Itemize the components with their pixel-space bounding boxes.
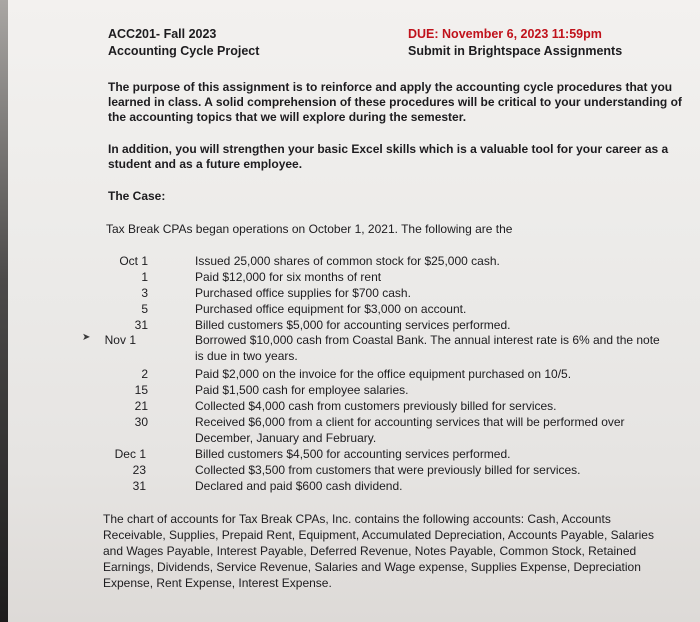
transaction-text: Billed customers $5,000 for accounting services performed. [195,318,511,332]
transaction-text: Purchased office equipment for $3,000 on account. [195,302,467,316]
transaction-text-continued: December, January and February. [195,431,377,445]
project-title: Accounting Cycle Project [108,44,260,58]
arrow-marker-icon: ➤ [82,332,91,343]
due-date: DUE: November 6, 2023 11:59pm [408,27,602,41]
transaction-date: Dec 1 [114,447,146,461]
chart-of-accounts-line-5: Expense, Rent Expense, Interest Expense. [103,576,332,590]
transaction-date: 31 [134,318,148,332]
transaction-text: Declared and paid $600 cash dividend. [195,479,403,493]
transaction-date: 31 [132,479,146,493]
transaction-text: Collected $4,000 cash from customers previously billed for services. [195,399,557,413]
transaction-date: 21 [134,399,148,413]
transaction-date: Nov 1 [104,333,136,347]
chart-of-accounts-line-1: The chart of accounts for Tax Break CPAs, Inc. contains the following accounts: Cash, Accounts [103,512,611,526]
case-intro: Tax Break CPAs began operations on October 1, 2021. The following are the [106,222,513,236]
transaction-text: Paid $1,500 cash for employee salaries. [195,383,409,397]
chart-of-accounts-line-3: and Wages Payable, Interest Payable, Deferred Revenue, Notes Payable, Common Stock, Retained [103,544,637,558]
transaction-text: Received $6,000 from a client for accounting services that will be performed over [195,415,625,429]
transaction-text-continued: is due in two years. [195,349,298,363]
course-title: ACC201- Fall 2023 [108,27,217,41]
transaction-text: Issued 25,000 shares of common stock for $25,000 cash. [195,254,500,268]
submission-note: Submit in Brightspace Assignments [408,44,623,58]
transaction-date: Oct 1 [119,254,148,268]
transaction-text: Borrowed $10,000 cash from Coastal Bank. The annual interest rate is 6% and the note [195,333,660,347]
page-shadow-edge [0,0,8,622]
case-heading: The Case: [108,189,166,203]
purpose-line-1: The purpose of this assignment is to reinforce and apply the accounting cycle procedures that you [108,80,673,94]
purpose-line-2: learned in class. A solid comprehension of these procedures will be critical to your understanding of [108,95,682,109]
transaction-text: Paid $2,000 on the invoice for the office equipment purchased on 10/5. [195,367,572,381]
transaction-date: 3 [141,286,148,300]
transaction-date: 1 [141,270,148,284]
addition-line-2: student and as a future employee. [108,157,303,171]
transaction-text: Billed customers $4,500 for accounting services performed. [195,447,511,461]
transaction-date: 15 [134,383,148,397]
addition-line-1: In addition, you will strengthen your basic Excel skills which is a valuable tool for your career as a [108,142,669,156]
transaction-date: 2 [141,367,148,381]
purpose-line-3: the accounting topics that we will explore during the semester. [108,110,467,124]
transaction-date: 5 [141,302,148,316]
transaction-text: Collected $3,500 from customers that were previously billed for services. [195,463,581,477]
transaction-text: Paid $12,000 for six months of rent [195,270,382,284]
transaction-date: 30 [134,415,148,429]
transaction-text: Purchased office supplies for $700 cash. [195,286,411,300]
chart-of-accounts-line-2: Receivable, Supplies, Prepaid Rent, Equipment, Accumulated Depreciation, Accounts Payable, Salaries [103,528,654,542]
transaction-date: 23 [132,463,146,477]
chart-of-accounts-line-4: Earnings, Dividends, Service Revenue, Salaries and Wage expense, Supplies Expense, Depreciation [103,560,641,574]
